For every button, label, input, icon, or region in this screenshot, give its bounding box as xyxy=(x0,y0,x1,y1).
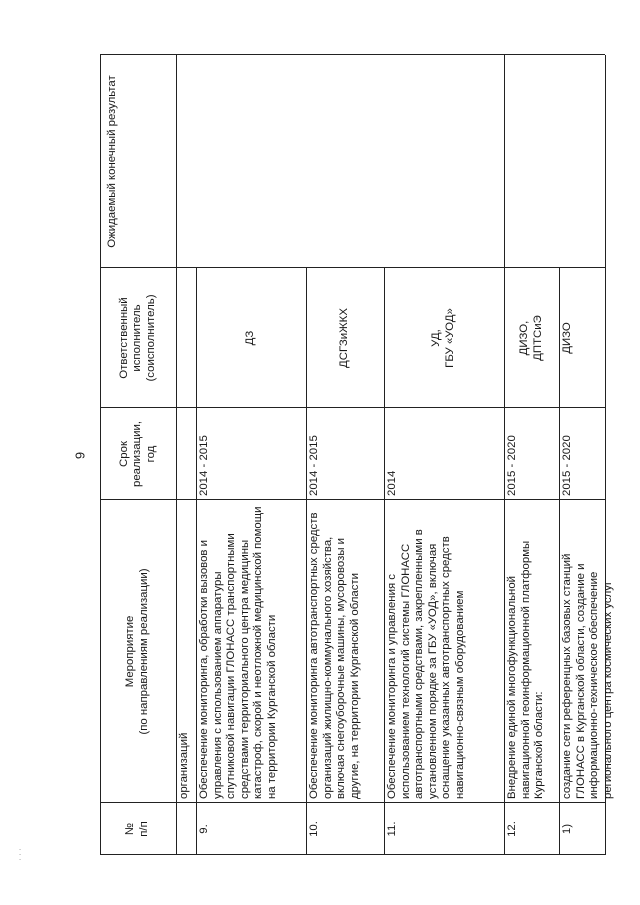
table-divider xyxy=(176,55,177,855)
row-num xyxy=(176,803,196,855)
table-row xyxy=(196,55,306,855)
table-border-left xyxy=(100,854,605,855)
table-divider xyxy=(196,268,197,855)
row-term xyxy=(176,408,196,500)
table-header xyxy=(100,55,176,855)
row-executor xyxy=(176,268,196,408)
header-executor: Ответственный исполнитель (соисполнитель) xyxy=(117,294,157,382)
row-term: 2014 - 2015 xyxy=(198,435,210,496)
row-executor: ДИЗО, ДПТСиЭ xyxy=(517,315,544,361)
row-executor: ДИЗО xyxy=(561,322,573,354)
header-term: Срок реализации, год xyxy=(117,421,157,487)
row-activity: Обеспечение мониторинга, обработки вызовов и управления с использованием аппаратуры спутниковой навигации ГЛОНАСС транспортными средствами территориального центра медицины катастроф, скорой и неотложной медицинской помощи на территории Курганской области xyxy=(198,506,278,799)
page-number: 9 xyxy=(72,451,88,460)
table-row xyxy=(559,55,614,855)
row-num: 9. xyxy=(198,824,210,834)
row-term: 2015 - 2020 xyxy=(561,435,573,496)
row-num: 12. xyxy=(506,821,518,837)
row-term: 2014 - 2015 xyxy=(308,435,320,496)
row-num: 1) xyxy=(561,823,573,835)
header-num: № п/п xyxy=(124,821,150,837)
table-row xyxy=(306,55,384,855)
row-activity: Обеспечение мониторинга и управления с использованием технологий системы ГЛОНАСС автотранспортными средствами, закрепленными в установленном порядке за ГБУ «УОД», включая оснащение указанных автотранспортных средств навигационно-связным оборудованием xyxy=(386,529,466,799)
table-rotation-frame xyxy=(100,55,614,855)
row-activity: создание сети референцных базовых станций ГЛОНАСС в Курганской области, создание и информационно-техническое обеспечение регионального центра космических услуг xyxy=(561,553,614,799)
table-divider xyxy=(559,268,560,855)
row-executor: ДСГЗиЖКХ xyxy=(338,308,351,368)
header-result: Ожидаемый конечный результат xyxy=(106,75,118,248)
table-divider xyxy=(504,55,505,855)
table-divider xyxy=(306,268,307,855)
row-activity: Обеспечение мониторинга автотранспортных средств организаций жилищно-коммунального хозяйства, включая снегоуборочные машины, мусоровозы и другие, на территории Курганской области xyxy=(308,512,361,799)
table-divider xyxy=(384,268,385,855)
row-term: 2014 xyxy=(386,470,398,496)
row-executor: ДЗ xyxy=(244,330,257,346)
table-border-top xyxy=(100,55,101,855)
table-row xyxy=(384,55,504,855)
table-divider xyxy=(100,267,605,268)
row-num: 10. xyxy=(308,821,320,837)
table-divider xyxy=(100,407,605,408)
row-executor: УД, ГБУ «УОД» xyxy=(430,308,456,368)
margin-marks: · · · xyxy=(15,848,25,861)
activities-table xyxy=(100,55,614,855)
table-row xyxy=(504,55,559,855)
table-border-bottom xyxy=(605,55,606,855)
header-activity: Мероприятие (по направлениям реализации) xyxy=(124,568,150,735)
row-activity: Внедрение единой многофункциональной навигационной геоинформационной платформы Курганской области: xyxy=(506,540,546,799)
table-row xyxy=(176,55,196,855)
row-term: 2015 - 2020 xyxy=(506,435,518,496)
row-activity: организаций xyxy=(178,732,190,799)
table-divider xyxy=(100,802,605,803)
row-num: 11. xyxy=(386,821,398,837)
table-border-right xyxy=(100,54,605,55)
table-divider xyxy=(100,499,605,500)
